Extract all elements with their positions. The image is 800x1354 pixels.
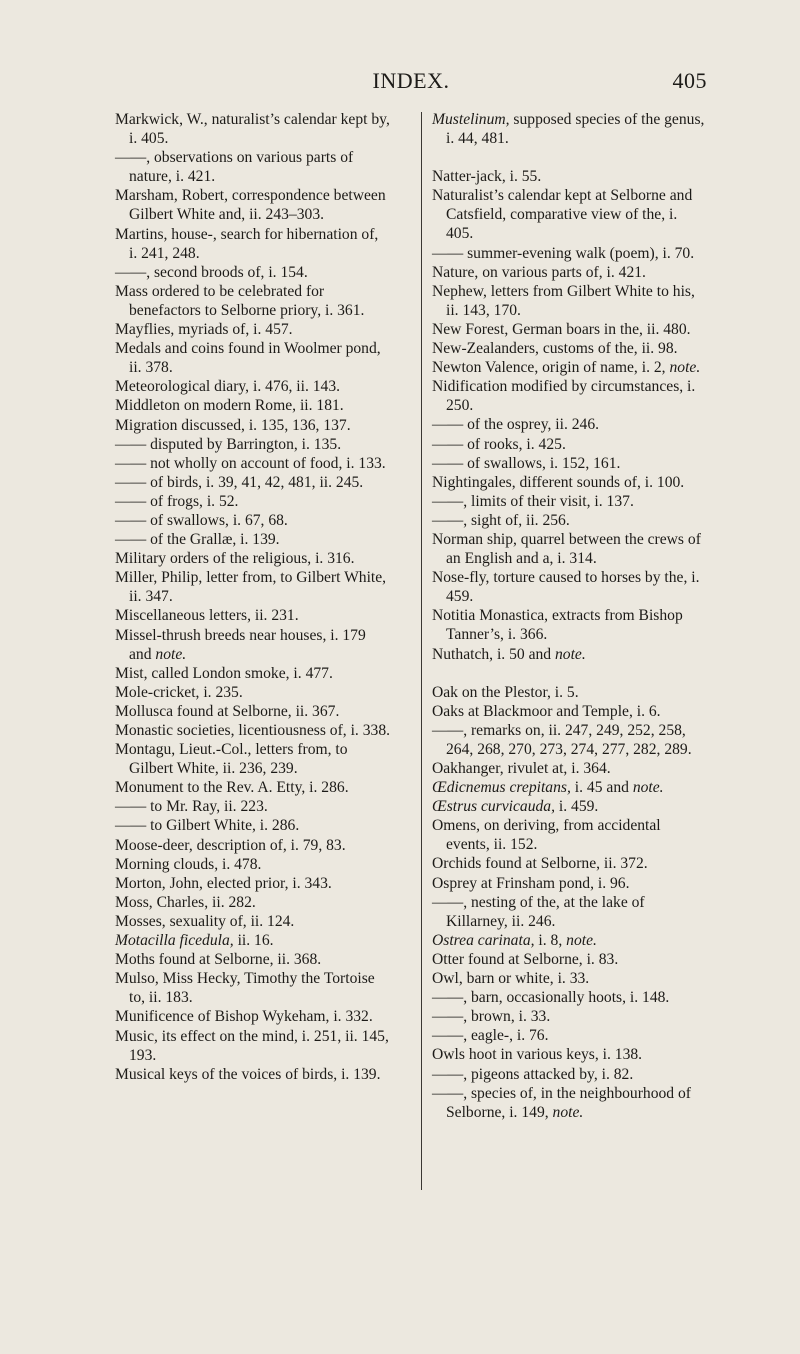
index-entry — [432, 110, 707, 148]
index-entry — [432, 358, 707, 377]
entry-text: New-Zealanders, customs of the, ii. 98. — [432, 340, 678, 358]
index-entry — [432, 816, 707, 854]
index-entry — [115, 530, 390, 549]
entry-text: Nidification modified by circumstances, i. 250. — [432, 378, 696, 415]
index-entry — [115, 454, 390, 473]
entry-text: Newton Valence, origin of name, i. 2, — [432, 359, 670, 377]
entry-note: note. — [555, 645, 586, 663]
entry-text: ——, pigeons attacked by, i. 82. — [432, 1065, 634, 1083]
entry-text: Omens, on deriving, from accidental events, ii. 152. — [432, 817, 661, 854]
entry-text: —— to Gilbert White, i. 286. — [115, 817, 300, 835]
entry-text: —— of the osprey, ii. 246. — [432, 416, 600, 434]
entry-text: —— of rooks, i. 425. — [432, 435, 566, 453]
entry-text: Naturalist’s calendar kept at Selborne and Catsfield, comparative view of the, i. 405. — [432, 187, 693, 243]
entry-text: Otter found at Selborne, i. 83. — [432, 950, 619, 968]
entry-italic-term: Œstrus curvicauda, — [432, 798, 555, 816]
entry-text: i. 45 and — [570, 779, 633, 797]
entry-note: note. — [566, 931, 597, 949]
entry-text: supposed species of the genus, i. 44, 481. — [446, 111, 705, 148]
entry-text: Musical keys of the voices of birds, i. 139. — [115, 1065, 381, 1083]
index-entry — [115, 702, 390, 721]
entry-text: Nephew, letters from Gilbert White to his, ii. 143, 170. — [432, 282, 695, 319]
index-entry — [115, 893, 390, 912]
letter-section-gap — [432, 148, 707, 167]
index-entry — [115, 148, 390, 186]
index-entry — [432, 778, 707, 797]
index-entry — [115, 855, 390, 874]
index-entry — [115, 1007, 390, 1026]
entry-text: Morton, John, elected prior, i. 343. — [115, 874, 332, 892]
entry-text: Oak on the Plestor, i. 5. — [432, 683, 579, 701]
index-entry — [115, 626, 390, 664]
index-entry — [115, 186, 390, 224]
index-entry — [115, 836, 390, 855]
entry-text: Markwick, W., naturalist’s calendar kept by, i. 405. — [115, 111, 390, 148]
entry-note: note. — [552, 1103, 584, 1121]
entry-text: ——, barn, occasionally hoots, i. 148. — [432, 989, 670, 1007]
entry-text: —— summer-evening walk (poem), i. 70. — [432, 244, 695, 262]
index-entry — [432, 969, 707, 988]
index-entry — [115, 606, 390, 625]
entry-text: Migration discussed, i. 135, 136, 137. — [115, 416, 351, 434]
entry-text: Mayflies, myriads of, i. 457. — [115, 321, 293, 339]
entry-text: —— of swallows, i. 67, 68. — [115, 511, 288, 529]
index-entry — [115, 339, 390, 377]
right-index-column — [432, 110, 707, 1122]
index-entry — [115, 931, 390, 950]
entry-text: Nose-fly, torture caused to horses by the, i. 459. — [432, 569, 700, 606]
index-entry — [432, 282, 707, 320]
index-entry — [432, 1045, 707, 1064]
index-entry — [432, 1026, 707, 1045]
entry-text: Mole-cricket, i. 235. — [115, 683, 243, 701]
index-entry — [432, 167, 707, 186]
entry-text: Monument to the Rev. A. Etty, i. 286. — [115, 779, 349, 797]
index-entry — [115, 549, 390, 568]
index-entry — [115, 797, 390, 816]
entry-text: ——, remarks on, ii. 247, 249, 252, 258, 264, 268, 270, 273, 274, 277, 282, 289. — [432, 721, 692, 758]
entry-text: i. 8, — [534, 931, 567, 949]
entry-note: note. — [632, 779, 664, 797]
index-entry — [432, 492, 707, 511]
index-entry — [115, 816, 390, 835]
entry-text: Oakhanger, rivulet at, i. 364. — [432, 760, 611, 777]
entry-text: Owl, barn or white, i. 33. — [432, 970, 590, 988]
index-entry — [115, 912, 390, 931]
entry-text: ——, nesting of the, at the lake of Killarney, ii. 246. — [432, 893, 645, 930]
entry-text: —— of the Grallæ, i. 139. — [115, 531, 280, 549]
entry-text: Moths found at Selborne, ii. 368. — [115, 951, 322, 969]
index-entry — [432, 320, 707, 339]
entry-text: —— disputed by Barrington, i. 135. — [115, 435, 342, 453]
entry-text: Orchids found at Selborne, ii. 372. — [432, 855, 648, 873]
entry-text: Mass ordered to be celebrated for benefactors to Selborne priory, i. 361. — [115, 282, 365, 319]
entry-text: Osprey at Frinsham pond, i. 96. — [432, 874, 630, 892]
entry-text: Moose-deer, description of, i. 79, 83. — [115, 836, 346, 854]
letter-section-gap — [432, 664, 707, 683]
entry-text: Nature, on various parts of, i. 421. — [432, 263, 646, 281]
running-header — [115, 68, 707, 98]
entry-text: Nightingales, different sounds of, i. 100. — [432, 473, 685, 491]
entry-text: Music, its effect on the mind, i. 251, ii. 145, 193. — [115, 1027, 389, 1064]
index-entry — [432, 263, 707, 282]
index-entry — [115, 778, 390, 797]
index-entry — [115, 492, 390, 511]
entry-italic-term: Œdicnemus crepitans, — [432, 779, 571, 797]
entry-text: —— to Mr. Ray, ii. 223. — [115, 798, 268, 816]
index-entry — [432, 854, 707, 873]
entry-text: Miller, Philip, letter from, to Gilbert White, ii. 347. — [115, 569, 387, 606]
entry-text: ——, observations on various parts of nature, i. 421. — [115, 149, 354, 186]
index-entry — [432, 1084, 707, 1122]
index-entry — [432, 1065, 707, 1084]
entry-text: Natter-jack, i. 55. — [432, 168, 542, 186]
index-entry — [115, 282, 390, 320]
entry-text: Notitia Monastica, extracts from Bishop Tanner’s, i. 366. — [432, 607, 683, 644]
entry-text: ii. 16. — [233, 932, 274, 950]
entry-text: —— of frogs, i. 52. — [115, 492, 239, 510]
entry-text: Oaks at Blackmoor and Temple, i. 6. — [432, 702, 661, 720]
index-entry — [432, 1007, 707, 1026]
index-entry — [115, 1027, 390, 1065]
index-entry — [432, 702, 707, 721]
entry-text: Nuthatch, i. 50 and — [432, 645, 555, 663]
header-title: INDEX. — [372, 68, 450, 93]
entry-text: i. 459. — [555, 798, 599, 816]
entry-note: note. — [155, 645, 187, 663]
entry-text: Montagu, Lieut.-Col., letters from, to Gilbert White, ii. 236, 239. — [115, 741, 348, 778]
index-entry — [432, 988, 707, 1007]
index-entry — [115, 511, 390, 530]
index-entry — [115, 664, 390, 683]
entry-italic-term: Motacilla ficedula, — [115, 932, 234, 950]
index-entry — [432, 530, 707, 568]
index-entry — [115, 568, 390, 606]
entry-note: note. — [669, 359, 701, 377]
index-entry — [115, 320, 390, 339]
column-divider — [421, 112, 422, 1190]
index-entry — [115, 416, 390, 435]
entry-text: ——, eagle-, i. 76. — [432, 1027, 549, 1045]
index-entry — [432, 893, 707, 931]
entry-text: Mist, called London smoke, i. 477. — [115, 664, 333, 682]
entry-text: —— not wholly on account of food, i. 133. — [115, 454, 386, 472]
index-entry — [115, 263, 390, 282]
index-entry — [432, 511, 707, 530]
index-entry — [115, 740, 390, 778]
entry-text: Medals and coins found in Woolmer pond, ii. 378. — [115, 340, 381, 377]
index-entry — [432, 683, 707, 702]
index-entry — [432, 568, 707, 606]
entry-text: Owls hoot in various keys, i. 138. — [432, 1046, 643, 1064]
index-entry — [115, 377, 390, 396]
entry-text: —— of birds, i. 39, 41, 42, 481, ii. 245. — [115, 473, 364, 491]
index-entry — [432, 435, 707, 454]
index-entry — [432, 931, 707, 950]
entry-text: Marsham, Robert, correspondence between Gilbert White and, ii. 243–303. — [115, 187, 386, 224]
entry-text: Mulso, Miss Hecky, Timothy the Tortoise to, ii. 183. — [115, 970, 375, 1007]
left-index-column — [115, 110, 390, 1084]
index-entry — [432, 454, 707, 473]
entry-italic-term: Ostrea carinata, — [432, 931, 535, 949]
entry-text: Missel-thrush breeds near houses, i. 179 and — [115, 626, 366, 663]
index-entry — [432, 377, 707, 415]
entry-text: ——, sight of, ii. 256. — [432, 511, 570, 529]
entry-text: Norman ship, quarrel between the crews of an English and a, i. 314. — [432, 530, 701, 568]
index-entry — [115, 225, 390, 263]
entry-italic-term: Mustelinum, — [432, 111, 510, 128]
index-entry — [115, 874, 390, 893]
index-entry — [432, 473, 707, 492]
index-entry — [432, 606, 707, 644]
entry-text: ——, species of, in the neighbourhood of Selborne, i. 149, — [432, 1084, 691, 1121]
entry-text: Moss, Charles, ii. 282. — [115, 893, 256, 911]
index-entry — [115, 683, 390, 702]
entry-text: Monastic societies, licentiousness of, i. 338. — [115, 722, 391, 739]
index-entry — [432, 950, 707, 969]
entry-text: Mosses, sexuality of, ii. 124. — [115, 912, 295, 930]
entry-text: New Forest, German boars in the, ii. 480. — [432, 320, 691, 338]
index-entry — [432, 415, 707, 434]
entry-text: Munificence of Bishop Wykeham, i. 332. — [115, 1008, 373, 1026]
index-entry — [115, 721, 390, 740]
entry-text: Martins, house-, search for hibernation of, i. 241, 248. — [115, 225, 379, 262]
page-number: 405 — [672, 68, 707, 93]
entry-text: Miscellaneous letters, ii. 231. — [115, 607, 299, 625]
entry-text: Mollusca found at Selborne, ii. 367. — [115, 702, 340, 720]
index-entry — [432, 797, 707, 816]
index-entry — [432, 339, 707, 358]
entry-text: Morning clouds, i. 478. — [115, 855, 262, 873]
index-entry — [115, 969, 390, 1007]
index-entry — [115, 396, 390, 415]
index-entry — [432, 186, 707, 243]
index-entry — [432, 759, 707, 778]
index-entry — [115, 435, 390, 454]
index-entry — [115, 950, 390, 969]
entry-text: ——, brown, i. 33. — [432, 1008, 551, 1026]
index-entry — [115, 110, 390, 148]
entry-text: Military orders of the religious, i. 316. — [115, 550, 355, 568]
entry-text: Meteorological diary, i. 476, ii. 143. — [115, 378, 341, 396]
index-entry — [115, 473, 390, 492]
entry-text: ——, second broods of, i. 154. — [115, 263, 308, 281]
index-entry — [432, 721, 707, 759]
index-entry — [432, 645, 707, 664]
entry-text: —— of swallows, i. 152, 161. — [432, 454, 621, 472]
entry-text: ——, limits of their visit, i. 137. — [432, 492, 634, 510]
index-entry — [432, 244, 707, 263]
index-entry — [432, 874, 707, 893]
index-entry — [115, 1065, 390, 1084]
entry-text: Middleton on modern Rome, ii. 181. — [115, 397, 344, 415]
